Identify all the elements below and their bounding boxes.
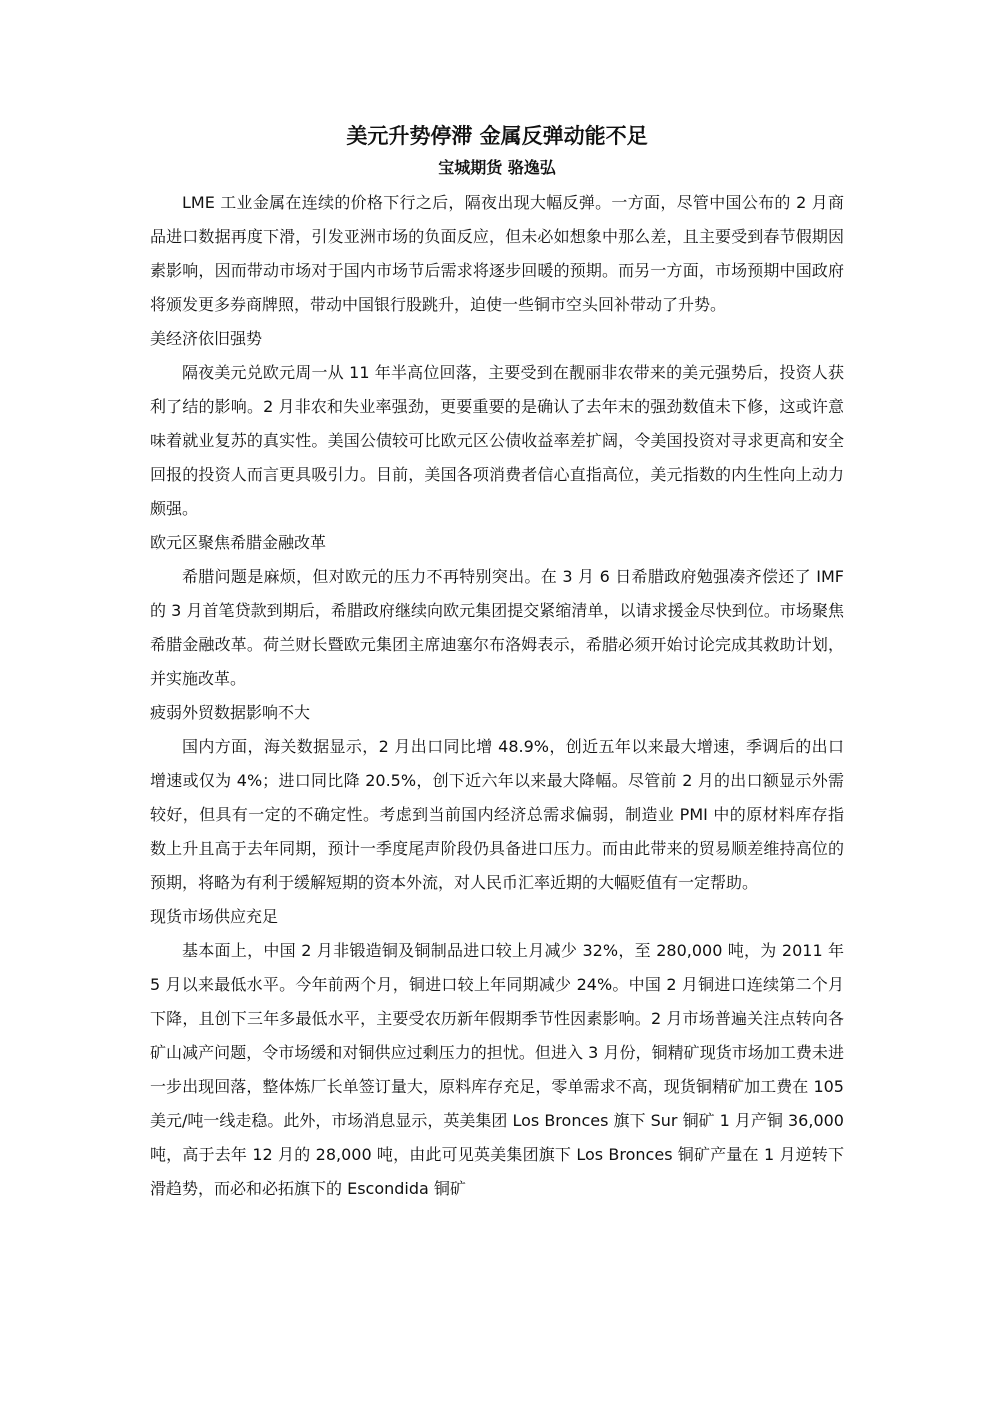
article-title: 美元升势停滞 金属反弹动能不足 [346, 124, 648, 148]
section-heading-trade-data: 疲弱外贸数据影响不大 [150, 703, 311, 722]
section-heading-us-economy: 美经济依旧强势 [150, 329, 263, 348]
section-heading-spot-market: 现货市场供应充足 [150, 907, 279, 926]
section-body-spot-market: 基本面上，中国 2 月非锻造铜及铜制品进口较上月减少 32%，至 280,000 吨，为 2011 年 5 月以来最低水平。今年前两个月，铜进口较上年同期减少 24%。中国 2 月铜进口连续第二个月下降，且创下三年多最低水平，主要受农历新年假期季节性因素影响。2 月市场普遍关注点转向各矿山减产问题，令市场缓和对铜供应过剩压力的担忧。但进入 3 月份，铜精矿现货市场加工费未进一步出现回落，整体炼厂长单签订量大，原料库存充足，零单需求不高，现货铜精矿加工费在 105 美元/吨一线走稳。此外，市场消息显示，英美集团 Los Bronces 旗下 Sur 铜矿 1 月产铜 36,000 吨，高于去年 12 月的 28,000 吨，由此可见英美集团旗下 Los Bronces 铜矿产量在 1 月逆转下滑趋势，而必和必拓旗下的 Escondida 铜矿 [150, 941, 844, 1198]
section-body-eurozone: 希腊问题是麻烦，但对欧元的压力不再特别突出。在 3 月 6 日希腊政府勉强凑齐偿还了 IMF 的 3 月首笔贷款到期后，希腊政府继续向欧元集团提交紧缩清单，以请求援金尽快到位。市场聚焦希腊金融改革。荷兰财长暨欧元集团主席迪塞尔布洛姆表示，希腊必须开始讨论完成其救助计划，并实施改革。 [150, 567, 844, 688]
section-body-trade-data: 国内方面，海关数据显示，2 月出口同比增 48.9%，创近五年以来最大增速，季调后的出口增速或仅为 4%；进口同比降 20.5%，创下近六年以来最大降幅。尽管前 2 月的出口额显示外需较好，但具有一定的不确定性。考虑到当前国内经济总需求偏弱，制造业 PMI 中的原材料库存指数上升且高于去年同期，预计一季度尾声阶段仍具备进口压力。而由此带来的贸易顺差维持高位的预期，将略为有利于缓解短期的资本外流，对人民币汇率近期的大幅贬值有一定帮助。 [150, 737, 844, 892]
article [150, 120, 844, 1206]
section-body-us-economy: 隔夜美元兑欧元周一从 11 年半高位回落，主要受到在靓丽非农带来的美元强势后，投资人获利了结的影响。2 月非农和失业率强劲，更要重要的是确认了去年末的强劲数值未下修，这或许意味着就业复苏的真实性。美国公债较可比欧元区公债收益率差扩阔，令美国投资对寻求更高和安全回报的投资人而言更具吸引力。目前，美国各项消费者信心直指高位，美元指数的内生性向上动力颇强。 [150, 363, 844, 518]
section-heading-eurozone: 欧元区聚焦希腊金融改革 [150, 533, 327, 552]
article-author: 宝城期货 骆逸弘 [438, 158, 556, 177]
intro-paragraph: LME 工业金属在连续的价格下行之后，隔夜出现大幅反弹。一方面，尽管中国公布的 2 月商品进口数据再度下滑，引发亚洲市场的负面反应，但未必如想象中那么差，且主要受到春节假期因素影响，因而带动市场对于国内市场节后需求将逐步回暖的预期。而另一方面，市场预期中国政府将颁发更多券商牌照，带动中国银行股跳升，迫使一些铜市空头回补带动了升势。 [150, 193, 844, 314]
